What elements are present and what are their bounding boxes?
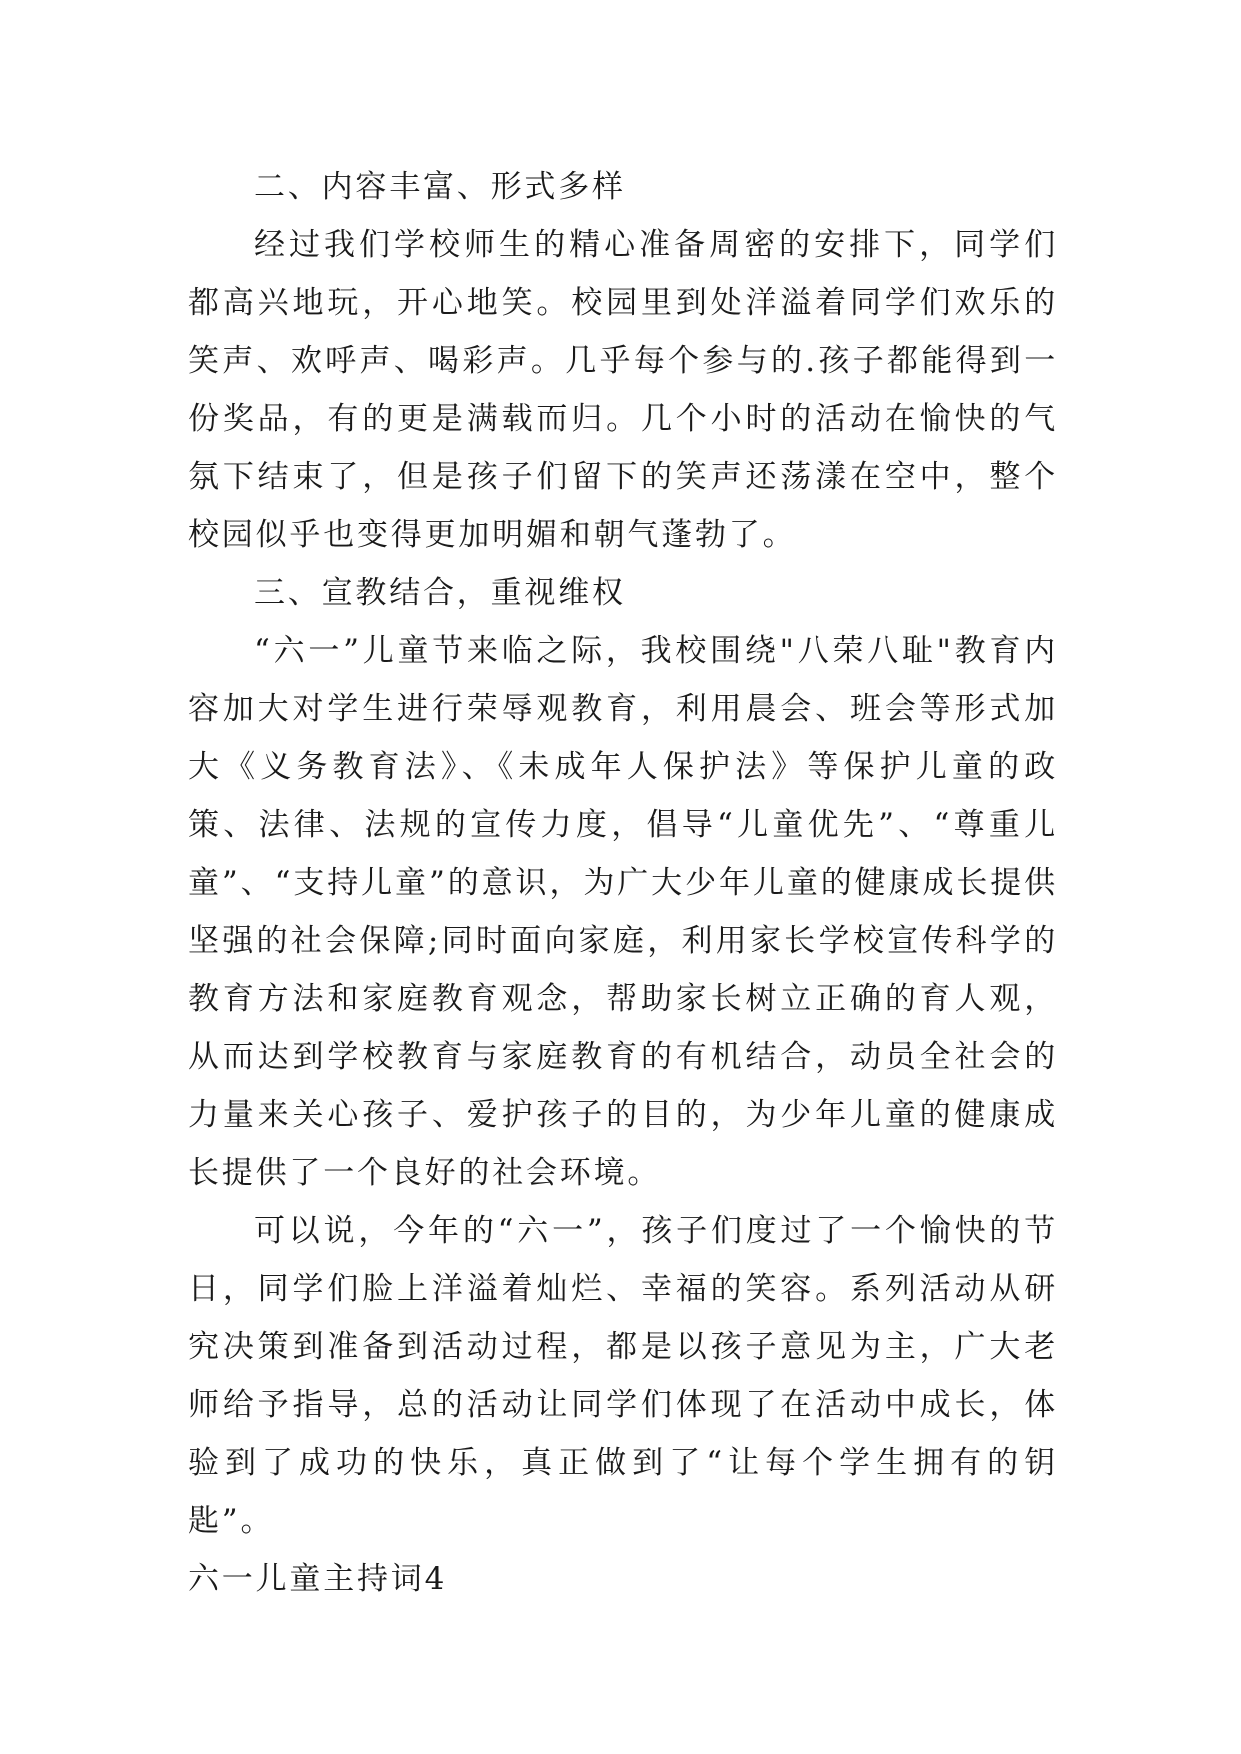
- next-article-title: 六一儿童主持词4: [188, 1561, 448, 1597]
- conclusion-paragraph: 可以说，今年的“六一”，孩子们度过了一个愉快的节日，同学们脸上洋溢着灿烂、幸福的笑容。系列活动从研究决策到准备到活动过程，都是以孩子意见为主，广大老师给予指导，总的活动让同学们体现了在活动中成长，体验到了成功的快乐，真正做到了“让每个学生拥有的钥匙”。: [188, 1213, 1058, 1539]
- document-content: [188, 158, 1058, 1608]
- section-heading-2: 二、内容丰富、形式多样: [254, 169, 626, 205]
- section-body-2: 经过我们学校师生的精心准备周密的安排下，同学们都高兴地玩，开心地笑。校园里到处洋溢着同学们欢乐的笑声、欢呼声、喝彩声。几乎每个参与的.孩子都能得到一份奖品，有的更是满载而归。几个小时的活动在愉快的气氛下结束了，但是孩子们留下的笑声还荡漾在空中，整个校园似乎也变得更加明媚和朝气蓬勃了。: [188, 227, 1058, 553]
- section-body-3: “六一”儿童节来临之际，我校围绕"八荣八耻"教育内容加大对学生进行荣辱观教育，利用晨会、班会等形式加大《义务教育法》、《未成年人保护法》等保护儿童的政策、法律、法规的宣传力度，倡导“儿童优先”、“尊重儿童”、“支持儿童”的意识，为广大少年儿童的健康成长提供坚强的社会保障;同时面向家庭，利用家长学校宣传科学的教育方法和家庭教育观念，帮助家长树立正确的育人观，从而达到学校教育与家庭教育的有机结合，动员全社会的力量来关心孩子、爱护孩子的目的，为少年儿童的健康成长提供了一个良好的社会环境。: [188, 633, 1058, 1191]
- section-heading-3: 三、宣教结合，重视维权: [254, 575, 626, 611]
